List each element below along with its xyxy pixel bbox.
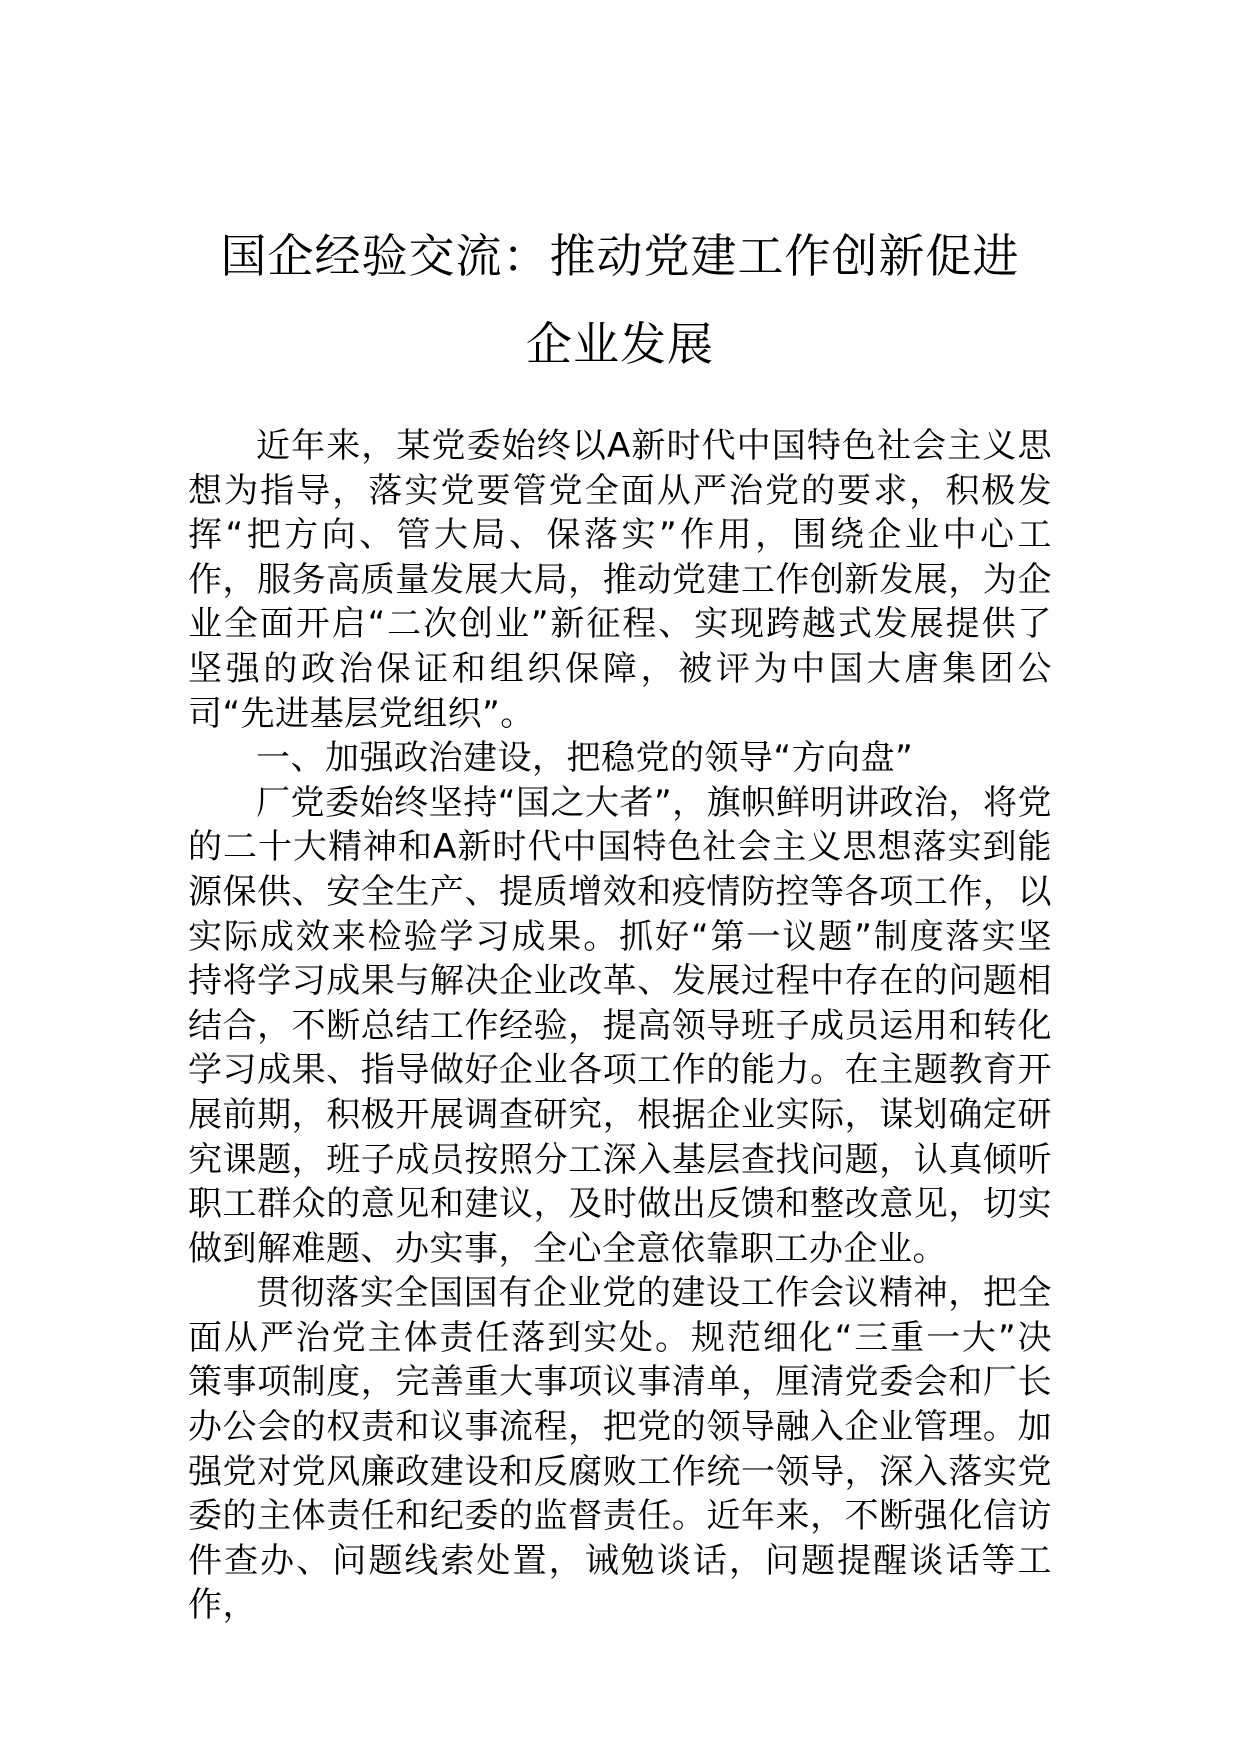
document-body [188, 424, 1052, 1628]
paragraph-intro: 近年来，某党委始终以A新时代中国特色社会主义思想为指导，落实党要管党全面从严治党的要求，积极发挥“把方向、管大局、保落实”作用，围绕企业中心工作，服务高质量发展大局，推动党建工作创新发展，为企业全面开启“二次创业”新征程、实现跨越式发展提供了坚强的政治保证和组织保障，被评为中国大唐集团公司“先进基层党组织”。 [188, 426, 1052, 734]
section-heading-1: 一、加强政治建设，把稳党的领导“方向盘” [256, 738, 914, 779]
paragraph-political-study: 厂党委始终坚持“国之大者”，旗帜鲜明讲政治，将党的二十大精神和A新时代中国特色社会主义思想落实到能源保供、安全生产、提质增效和疫情防控等各项工作，以实际成效来检验学习成果。抓好“第一议题”制度落实坚持将学习成果与解决企业改革、发展过程中存在的问题相结合，不断总结工作经验，提高领导班子成员运用和转化学习成果、指导做好企业各项工作的能力。在主题教育开展前期，积极开展调查研究，根据企业实际，谋划确定研究课题，班子成员按照分工深入基层查找问题，认真倾听职工群众的意见和建议，及时做出反馈和整改意见，切实做到解难题、办实事，全心全意依靠职工办企业。 [188, 782, 1052, 1269]
paragraph-party-governance: 贯彻落实全国国有企业党的建设工作会议精神，把全面从严治党主体责任落到实处。规范细化“三重一大”决策事项制度，完善重大事项议事清单，厘清党委会和厂长办公会的权责和议事流程，把党的领导融入企业管理。加强党对党风廉政建设和反腐败工作统一领导，深入落实党委的主体责任和纪委的监督责任。近年来，不断强化信访件查办、问题线索处置，诫勉谈话，问题提醒谈话等工作， [188, 1273, 1052, 1626]
document-title: 国企经验交流：推动党建工作创新促进企业发展 [220, 229, 1020, 371]
